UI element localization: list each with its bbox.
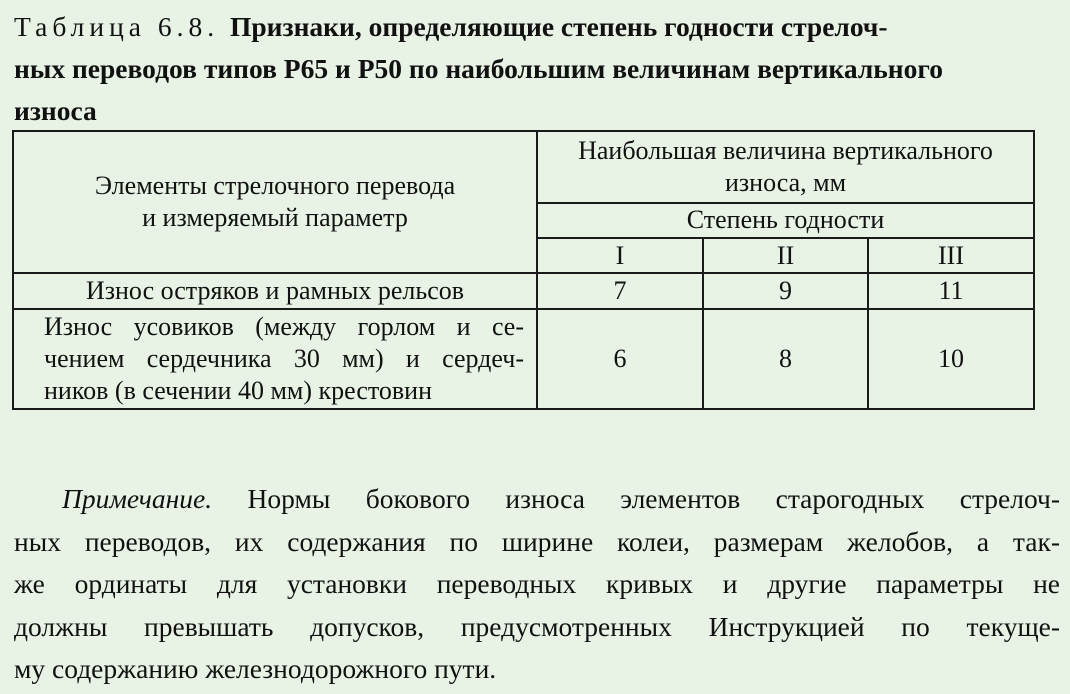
caption-label: Таблица 6.8. — [14, 11, 220, 42]
note-line-4: должны превышать допусков, предусмотренных Инструкцией по текуще- — [14, 610, 1060, 642]
note-paragraph — [14, 478, 1060, 691]
row-value-cell: 11 — [868, 273, 1034, 309]
caption-title-part-1: Признаки, определяющие степень годности стрелоч- — [230, 11, 888, 42]
note-line-3: же ординаты для установки переводных кривых и другие параметры не — [14, 568, 1060, 599]
table-row — [13, 273, 1034, 309]
caption-line-1 — [14, 6, 1062, 48]
row-value-cell: 7 — [537, 273, 703, 309]
caption-title-part-3: износа — [14, 95, 97, 126]
caption-title-part-2: ных переводов типов Р65 и Р50 по наибольшим величинам вертикального — [14, 53, 943, 84]
note-line-1 — [14, 478, 1060, 521]
row-value-cell: 8 — [703, 309, 868, 409]
row-value-cell: 10 — [868, 309, 1034, 409]
table-row — [13, 309, 1034, 409]
wear-limits-table — [12, 130, 1035, 410]
header-elements-cell — [13, 131, 537, 273]
header-elements-line-2: и измеряемый параметр — [142, 203, 408, 232]
row-element-cell — [13, 273, 537, 309]
note-line-5: му содержанию железнодорожного пути. — [14, 653, 497, 684]
note-label: Примечание. — [62, 483, 213, 514]
row-value-cell: 6 — [537, 309, 703, 409]
grade-column-header: I — [537, 238, 703, 273]
note-text-part-1: Нормы бокового износа элементов старогодных стрелоч- — [247, 483, 1061, 514]
grade-column-header: III — [868, 238, 1034, 273]
row-value-cell: 9 — [703, 273, 868, 309]
row-element-line: чением сердечника 30 мм) и сердеч- — [44, 344, 524, 373]
header-grade-cell: Степень годности — [537, 203, 1034, 239]
note-line-2: ных переводов, их содержания по ширине колеи, размерам желобов, а так- — [14, 525, 1060, 557]
row-element-line: ников (в сечении 40 мм) крестовин — [44, 376, 433, 405]
row-element-line: Износ остряков и рамных рельсов — [85, 276, 465, 305]
header-elements-line-1: Элементы стрелочного перевода — [94, 171, 456, 200]
table-caption — [14, 6, 1062, 132]
grade-column-header: II — [703, 238, 868, 273]
row-element-line: Износ усовиков (между горлом и се- — [44, 312, 524, 341]
header-max-wear-line-2: износа, мм — [724, 167, 847, 197]
header-max-wear-line-1: Наибольшая величина вертикального — [578, 135, 993, 165]
header-max-wear-cell — [537, 131, 1034, 203]
row-element-cell — [13, 309, 537, 409]
table-header-row — [13, 131, 1034, 203]
